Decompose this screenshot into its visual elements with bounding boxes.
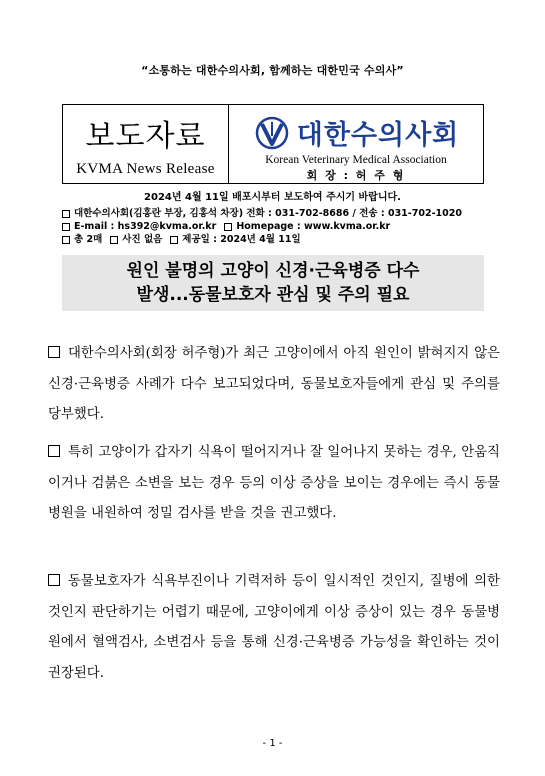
- checkbox-icon: [110, 236, 118, 244]
- page-number: - 1 -: [262, 738, 283, 749]
- body-paragraph: [48, 438, 500, 530]
- logo-text: 대한수의사회: [296, 120, 460, 151]
- body-paragraph: [48, 339, 500, 431]
- slogan: “소통하는 대한수의사회, 함께하는 대한민국 수의사”: [141, 64, 404, 77]
- checkbox-icon: [48, 445, 60, 457]
- checkbox-icon: [48, 574, 60, 586]
- press-release-title: 보도자료: [85, 119, 206, 154]
- release-date: 제공일 : 2024년 4월 11일: [182, 234, 301, 245]
- contact-info: [62, 207, 462, 246]
- checkbox-icon: [48, 346, 60, 358]
- chairman-line: 회 장 : 허 주 형: [306, 169, 406, 182]
- contact-line-phone: [62, 207, 462, 220]
- contact-email: E-mail : hs392@kvma.or.kr: [74, 221, 217, 232]
- checkbox-icon: [62, 223, 70, 231]
- contact-line-meta: [62, 233, 462, 246]
- contact-phone: 대한수의사회(김홍란 부장, 김홍석 차장) 전화 : 031-702-8686 / 전송 : 031-702-1020: [74, 208, 462, 219]
- paragraph-text: 특히 고양이가 갑자기 식욕이 떨어지거나 잘 일어나지 못하는 경우, 안움직이거나 검붉은 소변을 보는 경우 등의 이상 증상을 보이는 경우에는 즉시 동물병원을 내원하여 정밀 검사를 받을 것을 권고했다.: [48, 445, 500, 521]
- paragraph-text: 동물보호자가 식욕부진이나 기력저하 등이 일시적인 것인지, 질병에 의한 것인지 판단하기는 어렵기 때문에, 고양이에게 이상 증상이 있는 경우 동물병원에서 혈액검사, 소변검사 등을 통해 신경·근육병증 가능성을 확인하는 것이 권장된다.: [48, 574, 500, 681]
- contact-homepage: Homepage : www.kvma.or.kr: [236, 221, 391, 232]
- kvma-logo-icon: [253, 116, 291, 150]
- checkbox-icon: [62, 236, 70, 244]
- paragraph-text: 대한수의사회(회장 허주형)가 최근 고양이에서 아직 원인이 밝혀지지 않은 신경·근육병증 사례가 다수 보고되었다며, 동물보호자들에게 관심 및 주의를 당부했다.: [48, 346, 500, 422]
- header-title-block: [63, 105, 229, 183]
- association-logo: [253, 113, 460, 152]
- association-name: Korean Veterinary Medical Association: [265, 154, 447, 166]
- checkbox-icon: [62, 210, 70, 218]
- headline-line-2: 발생...동물보호자 관심 및 주의 필요: [136, 285, 410, 305]
- headline-line-1: 원인 불명의 고양이 신경·근육병증 다수: [126, 261, 420, 281]
- press-release-header: [62, 104, 484, 184]
- headline: [62, 255, 484, 311]
- association-block: [229, 105, 483, 183]
- contact-line-web: [62, 220, 462, 233]
- photo-count: 사진 없음: [122, 234, 163, 245]
- checkbox-icon: [224, 223, 232, 231]
- press-release-subtitle: KVMA News Release: [76, 161, 215, 177]
- checkbox-icon: [170, 236, 178, 244]
- embargo-notice: 2024년 4월 11일 배포시부터 보도하여 주시기 바랍니다.: [144, 192, 401, 203]
- page-count: 총 2매: [74, 234, 103, 245]
- body-paragraph: [48, 567, 500, 689]
